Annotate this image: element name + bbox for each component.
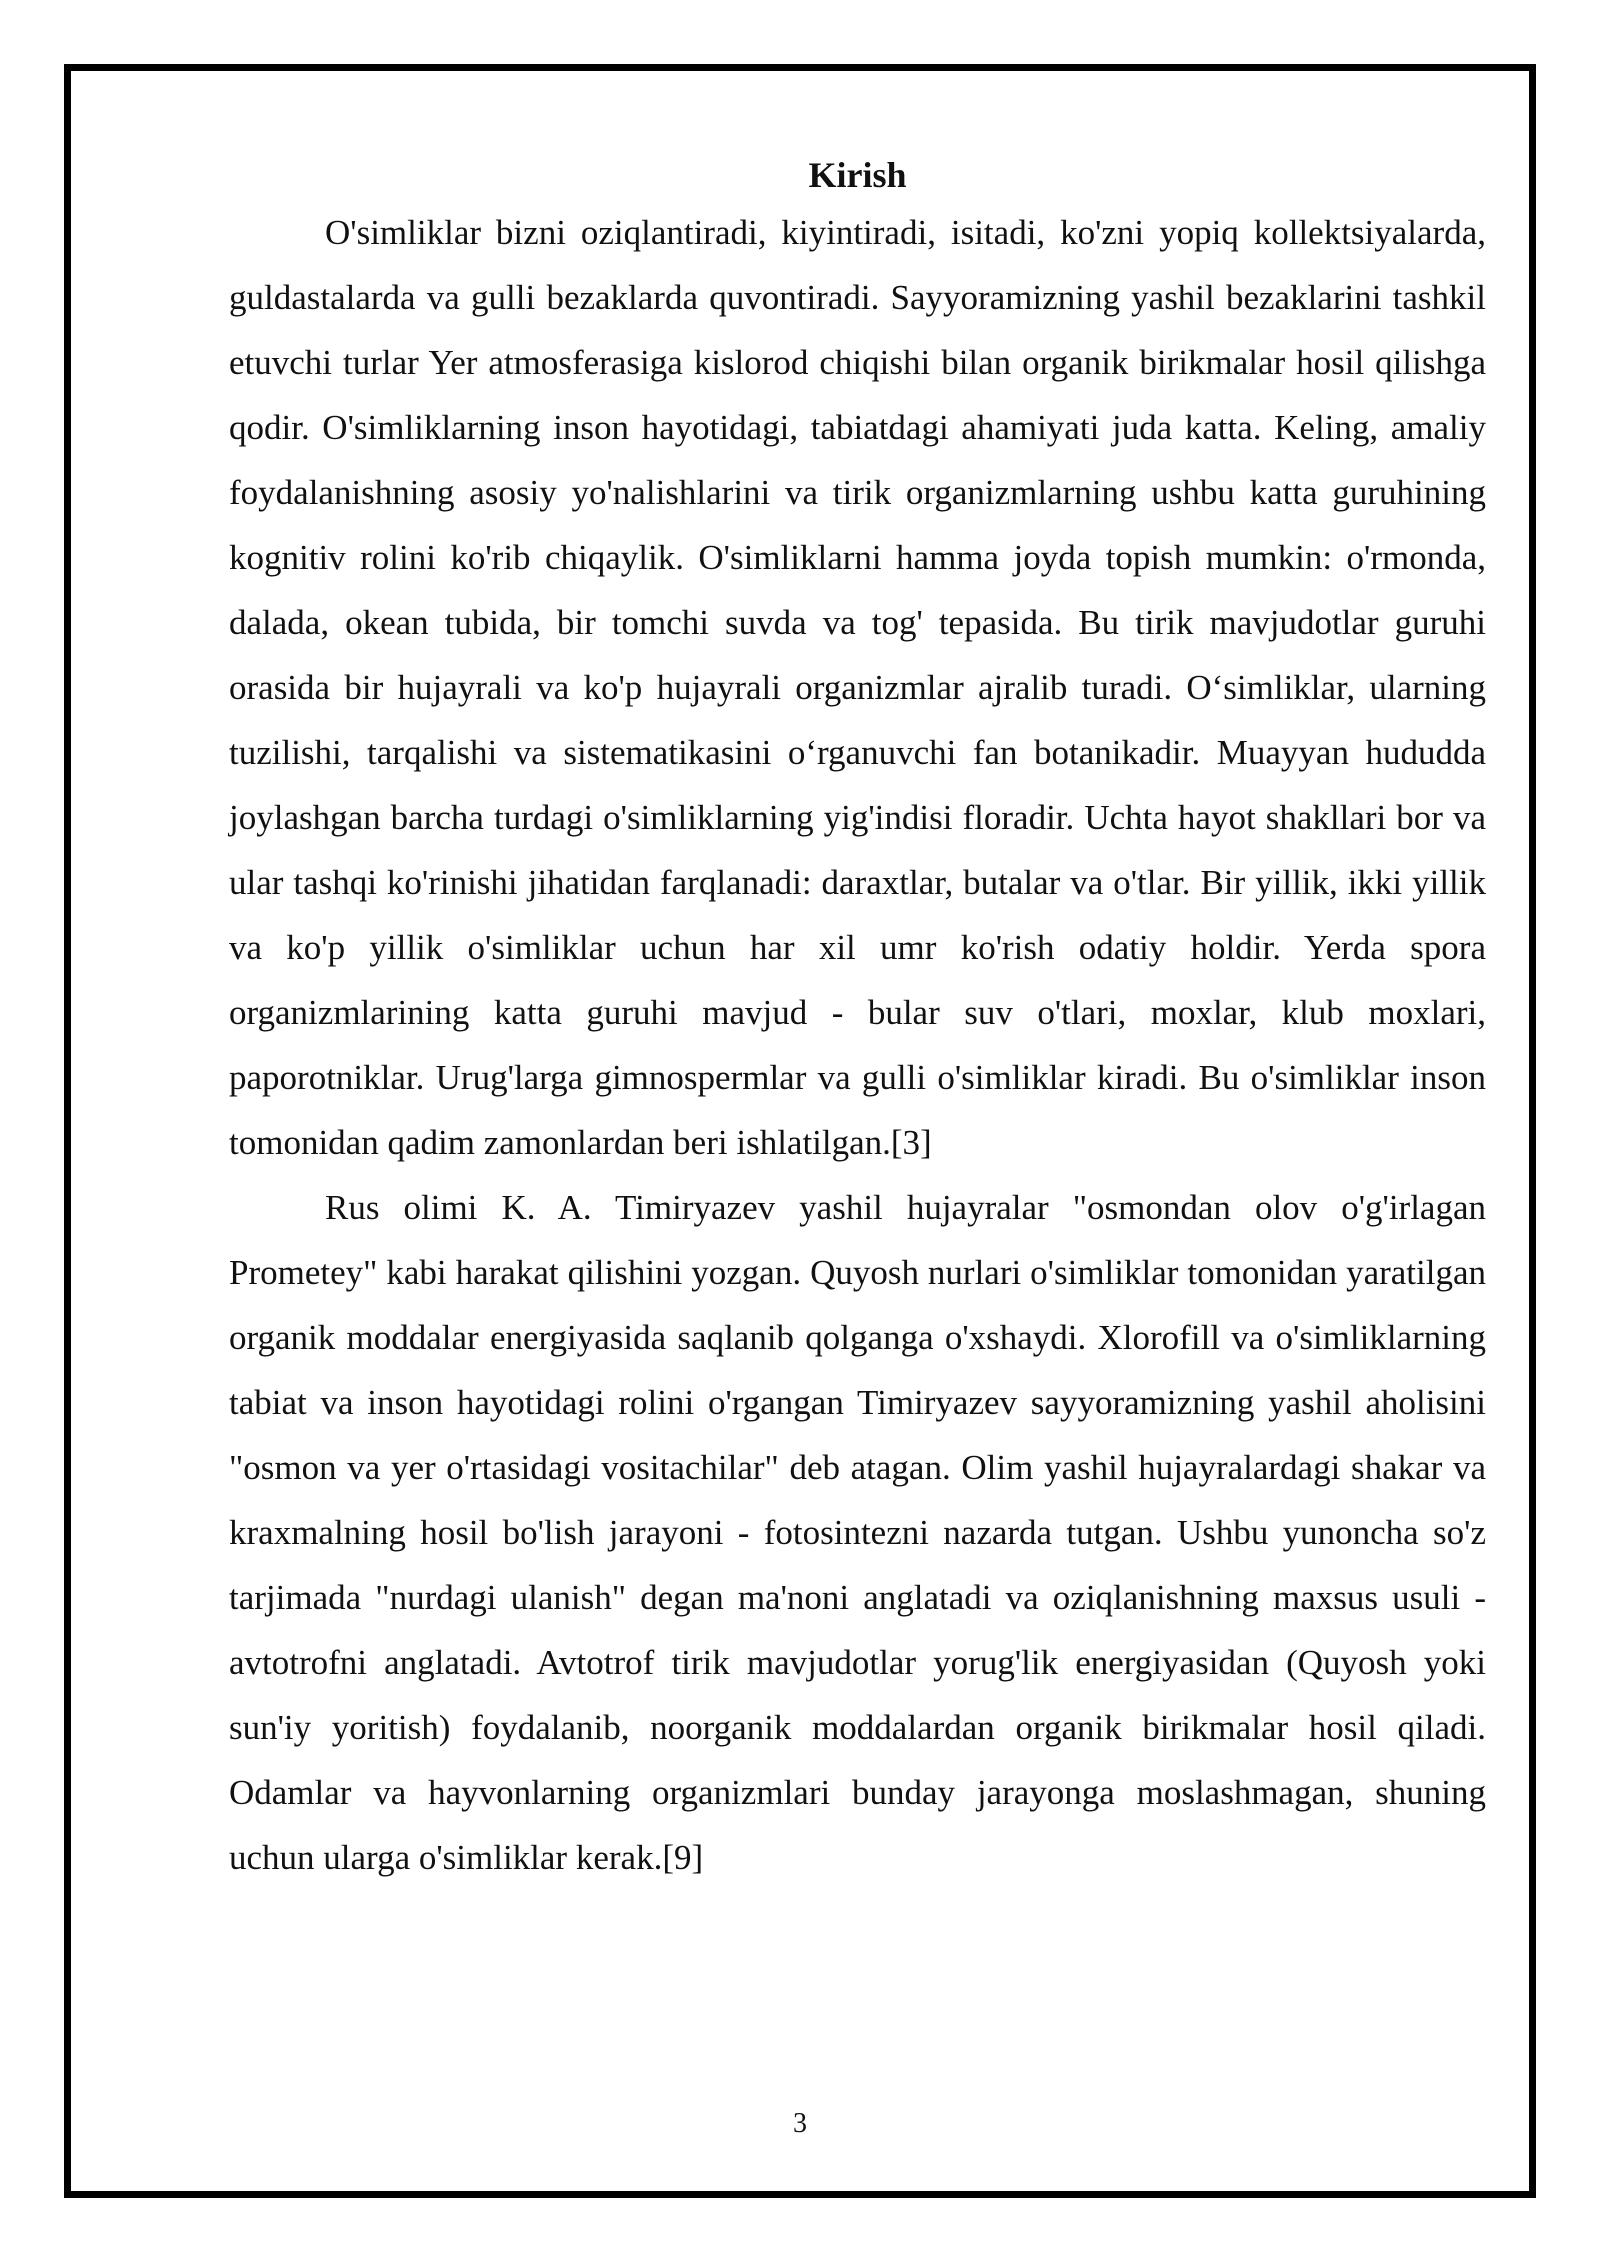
paragraph-1: O'simliklar bizni oziqlantiradi, kiyintiradi, isitadi, ko'zni yopiq kollektsiyalarda, guldastalarda va gulli bezaklarda quvontiradi. Sayyoramizning yashil bezaklarini tashkil etuvchi turlar Yer atmosferasiga kislorod chiqishi bilan organik birikmalar hosil qilishga qodir. O'simliklarning inson hayotidagi, tabiatdagi ahamiyati juda katta. Keling, amaliy foydalanishning asosiy yo'nalishlarini va tirik organizmlarning ushbu katta guruhining kognitiv rolini ko'rib chiqaylik. O'simliklarni hamma joyda topish mumkin: o'rmonda, dalada, okean tubida, bir tomchi suvda va tog' tepasida. Bu tirik mavjudotlar guruhi orasida bir hujayrali va ko'p hujayrali organizmlar ajralib turadi. O‘simliklar, ularning tuzilishi, tarqalishi va sistematikasini o‘rganuvchi fan botanikadir. Muayyan hududda joylashgan barcha turdagi o'simliklarning yig'indisi floradir. Uchta hayot shakllari bor va ular tashqi ko'rinishi jihatidan farqlanadi: daraxtlar, butalar va o'tlar. Bir yillik, ikki yillik va ko'p yillik o'simliklar uchun har xil umr ko'rish odatiy holdir. Yerda spora organizmlarining katta guruhi mavjud - bular suv o'tlari, moxlar, klub moxlari, paporotniklar. Urug'larga gimnospermlar va gulli o'simliklar kiradi. Bu o'simliklar inson tomonidan qadim zamonlardan beri ishlatilgan.[3] [229, 213, 1486, 1162]
page-number: 3 [793, 2108, 807, 2139]
paragraph-2: Rus olimi K. A. Timiryazev yashil hujayralar "osmondan olov o'g'irlagan Prometey" kabi harakat qilishini yozgan. Quyosh nurlari o'simliklar tomonidan yaratilgan organik moddalar energiyasida saqlanib qolganga o'xshaydi. Xlorofill va o'simliklarning tabiat va inson hayotidagi rolini o'rgangan Timiryazev sayyoramizning yashil aholisini "osmon va yer o'rtasidagi vositachilar" deb atagan. Olim yashil hujayralardagi shakar va kraxmalning hosil bo'lish jarayoni - fotosintezni nazarda tutgan. Ushbu yunoncha so'z tarjimada "nurdagi ulanish" degan ma'noni anglatadi va oziqlanishning maxsus usuli - avtotrofni anglatadi. Avtotrof tirik mavjudotlar yorug'lik energiyasidan (Quyosh yoki sun'iy yoritish) foydalanib, noorganik moddalardan organik birikmalar hosil qiladi. Odamlar va hayvonlarning organizmlari bunday jarayonga moslashmagan, shuning uchun ularga o'simliklar kerak.[9] [229, 1188, 1486, 1877]
section-title: Kirish [808, 155, 907, 195]
document-body [229, 150, 1486, 1890]
